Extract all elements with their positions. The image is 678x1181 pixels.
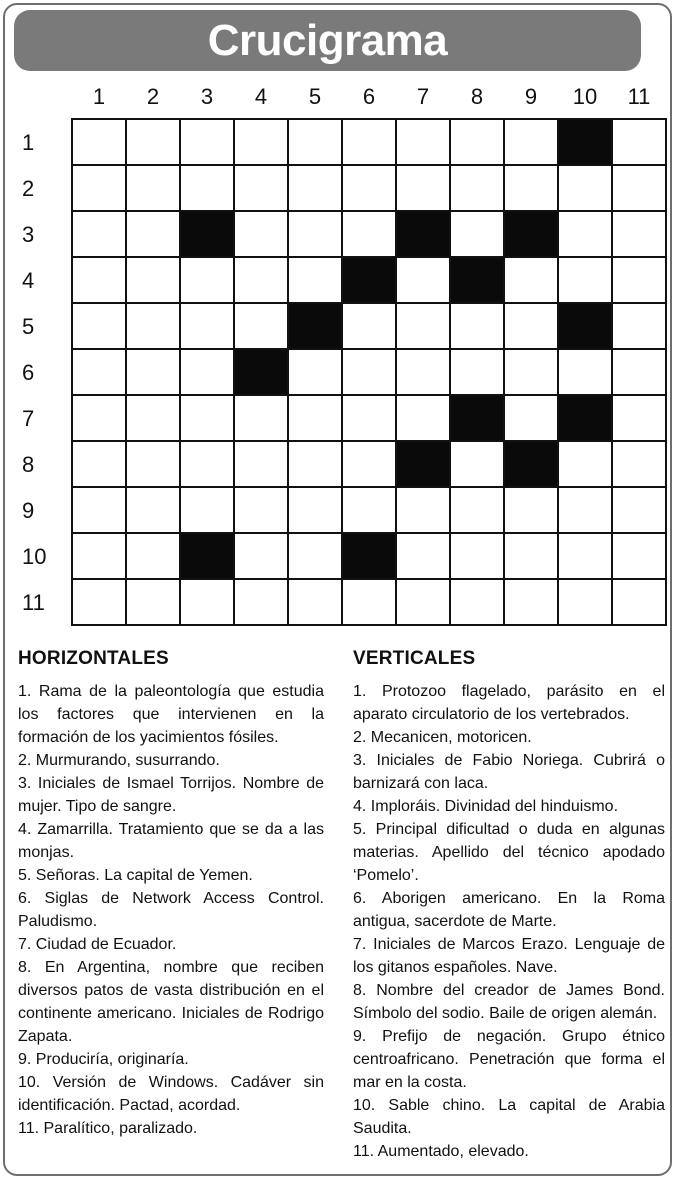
answer-cell[interactable]: [235, 120, 289, 166]
black-cell: [289, 304, 343, 350]
vertical-clues: [353, 648, 665, 1163]
clue: 11. Paralítico, paralizado.: [18, 1120, 198, 1137]
clue: 5. Señoras. La capital de Yemen.: [18, 867, 253, 884]
answer-cell[interactable]: [343, 488, 397, 534]
answer-cell[interactable]: [289, 580, 343, 626]
answer-cell[interactable]: [127, 350, 181, 396]
clue: 1. Protozoo flagelado, parásito en el aparato circulatorio de los vertebrados.: [353, 683, 665, 723]
answer-cell[interactable]: [127, 580, 181, 626]
answer-cell[interactable]: [397, 350, 451, 396]
crossword-grid: [71, 118, 667, 626]
answer-cell[interactable]: [559, 580, 613, 626]
black-cell: [181, 212, 235, 258]
horizontal-clues: [18, 648, 324, 1140]
black-cell: [181, 534, 235, 580]
horizontal-heading: HORIZONTALES: [18, 648, 169, 669]
answer-cell[interactable]: [289, 534, 343, 580]
answer-cell[interactable]: [613, 166, 667, 212]
row-number: 6: [22, 360, 35, 385]
answer-cell[interactable]: [613, 350, 667, 396]
column-number: 4: [254, 84, 268, 109]
answer-cell[interactable]: [505, 120, 559, 166]
answer-cell[interactable]: [289, 212, 343, 258]
answer-cell[interactable]: [73, 166, 127, 212]
row-number: 4: [22, 268, 35, 293]
black-cell: [559, 304, 613, 350]
answer-cell[interactable]: [559, 258, 613, 304]
answer-cell[interactable]: [289, 396, 343, 442]
answer-cell[interactable]: [343, 304, 397, 350]
answer-cell[interactable]: [613, 534, 667, 580]
answer-cell[interactable]: [559, 488, 613, 534]
answer-cell[interactable]: [505, 258, 559, 304]
answer-cell[interactable]: [343, 350, 397, 396]
answer-cell[interactable]: [73, 304, 127, 350]
answer-cell[interactable]: [181, 120, 235, 166]
answer-cell[interactable]: [181, 396, 235, 442]
answer-cell[interactable]: [451, 212, 505, 258]
answer-cell[interactable]: [127, 166, 181, 212]
column-number: 1: [92, 84, 106, 109]
clue: 11. Aumentado, elevado.: [353, 1143, 529, 1160]
title-banner: [14, 10, 641, 71]
black-cell: [559, 120, 613, 166]
answer-cell[interactable]: [289, 258, 343, 304]
row-number: 9: [22, 498, 35, 523]
clue: 7. Ciudad de Ecuador.: [18, 936, 177, 953]
answer-cell[interactable]: [451, 442, 505, 488]
answer-cell[interactable]: [559, 442, 613, 488]
answer-cell[interactable]: [73, 488, 127, 534]
clue: 9. Prefijo de negación. Grupo étnico centroafricano. Penetración que forma el mar en la costa.: [353, 1028, 665, 1091]
black-cell: [397, 442, 451, 488]
column-number: 8: [470, 84, 484, 109]
answer-cell[interactable]: [127, 120, 181, 166]
answer-cell[interactable]: [451, 488, 505, 534]
answer-cell[interactable]: [397, 396, 451, 442]
answer-cell[interactable]: [235, 212, 289, 258]
clue: 10. Versión de Windows. Cadáver sin identificación. Pactad, acordad.: [18, 1074, 324, 1114]
clue: 6. Aborigen americano. En la Roma antigua, sacerdote de Marte.: [353, 890, 665, 930]
column-number: 10: [572, 84, 598, 109]
black-cell: [343, 534, 397, 580]
answer-cell[interactable]: [127, 534, 181, 580]
answer-cell[interactable]: [505, 166, 559, 212]
column-number: 3: [200, 84, 214, 109]
answer-cell[interactable]: [127, 304, 181, 350]
answer-cell[interactable]: [289, 350, 343, 396]
answer-cell[interactable]: [235, 258, 289, 304]
answer-cell[interactable]: [559, 212, 613, 258]
clue: 8. Nombre del creador de James Bond. Símbolo del sodio. Baile de origen alemán.: [353, 982, 665, 1022]
horizontal-clue-list: [18, 680, 324, 1140]
clue: 2. Murmurando, susurrando.: [18, 752, 220, 769]
black-cell: [559, 396, 613, 442]
answer-cell[interactable]: [397, 534, 451, 580]
answer-cell[interactable]: [559, 534, 613, 580]
answer-cell[interactable]: [613, 212, 667, 258]
black-cell: [451, 396, 505, 442]
answer-cell[interactable]: [613, 120, 667, 166]
answer-cell[interactable]: [235, 166, 289, 212]
answer-cell[interactable]: [397, 166, 451, 212]
clue: 10. Sable chino. La capital de Arabia Saudita.: [353, 1097, 665, 1137]
answer-cell[interactable]: [235, 304, 289, 350]
answer-cell[interactable]: [343, 166, 397, 212]
column-number: 5: [308, 84, 322, 109]
answer-cell[interactable]: [289, 442, 343, 488]
row-number: 5: [22, 314, 35, 339]
vertical-heading: VERTICALES: [353, 648, 476, 669]
answer-cell[interactable]: [73, 212, 127, 258]
answer-cell[interactable]: [505, 580, 559, 626]
column-number: 11: [627, 84, 651, 109]
black-cell: [343, 258, 397, 304]
answer-cell[interactable]: [73, 120, 127, 166]
answer-cell[interactable]: [613, 304, 667, 350]
answer-cell[interactable]: [127, 442, 181, 488]
answer-cell[interactable]: [181, 258, 235, 304]
answer-cell[interactable]: [127, 212, 181, 258]
answer-cell[interactable]: [397, 304, 451, 350]
column-number: 2: [146, 84, 160, 109]
row-number: 11: [22, 590, 45, 615]
answer-cell[interactable]: [505, 488, 559, 534]
answer-cell[interactable]: [181, 304, 235, 350]
column-number: 9: [524, 84, 538, 109]
vertical-clue-list: [353, 680, 665, 1163]
answer-cell[interactable]: [613, 396, 667, 442]
answer-cell[interactable]: [451, 350, 505, 396]
answer-cell[interactable]: [559, 166, 613, 212]
answer-cell[interactable]: [289, 120, 343, 166]
answer-cell[interactable]: [235, 442, 289, 488]
black-cell: [505, 212, 559, 258]
answer-cell[interactable]: [559, 350, 613, 396]
clue: 8. En Argentina, nombre que reciben diversos patos de vasta distribución en el continente americano. Iniciales de Rodrigo Zapata.: [18, 959, 324, 1045]
answer-cell[interactable]: [181, 166, 235, 212]
answer-cell[interactable]: [397, 258, 451, 304]
answer-cell[interactable]: [505, 304, 559, 350]
answer-cell[interactable]: [397, 120, 451, 166]
answer-cell[interactable]: [451, 534, 505, 580]
row-number: 7: [22, 406, 35, 431]
answer-cell[interactable]: [181, 488, 235, 534]
answer-cell[interactable]: [73, 350, 127, 396]
column-number: 6: [362, 84, 376, 109]
answer-cell[interactable]: [127, 396, 181, 442]
black-cell: [397, 212, 451, 258]
answer-cell[interactable]: [451, 580, 505, 626]
answer-cell[interactable]: [127, 258, 181, 304]
page-title: Crucigrama: [207, 15, 448, 65]
answer-cell[interactable]: [505, 534, 559, 580]
answer-cell[interactable]: [397, 580, 451, 626]
clue: 5. Principal dificultad o duda en algunas materias. Apellido del técnico apodado ‘Pomelo’.: [353, 821, 665, 884]
column-number: 7: [416, 84, 430, 109]
answer-cell[interactable]: [343, 396, 397, 442]
answer-cell[interactable]: [235, 488, 289, 534]
answer-cell[interactable]: [343, 442, 397, 488]
clue: 7. Iniciales de Marcos Erazo. Lenguaje de los gitanos españoles. Nave.: [353, 936, 665, 976]
answer-cell[interactable]: [505, 350, 559, 396]
black-cell: [505, 442, 559, 488]
clue: 6. Siglas de Network Access Control. Paludismo.: [18, 890, 324, 930]
black-cell: [235, 350, 289, 396]
row-number: 8: [22, 452, 35, 477]
answer-cell[interactable]: [451, 120, 505, 166]
answer-cell[interactable]: [343, 212, 397, 258]
answer-cell[interactable]: [73, 580, 127, 626]
row-number: 3: [22, 222, 35, 247]
answer-cell[interactable]: [73, 534, 127, 580]
answer-cell[interactable]: [127, 488, 181, 534]
answer-cell[interactable]: [343, 580, 397, 626]
clue: 9. Produciría, originaría.: [18, 1051, 189, 1068]
clue: 3. Iniciales de Fabio Noriega. Cubrirá o barnizará con laca.: [353, 752, 665, 792]
row-number: 2: [22, 176, 35, 201]
answer-cell[interactable]: [613, 488, 667, 534]
row-number: 10: [22, 544, 47, 569]
answer-cell[interactable]: [235, 580, 289, 626]
answer-cell[interactable]: [613, 258, 667, 304]
row-number: 1: [22, 130, 35, 155]
clue: 4. Zamarrilla. Tratamiento que se da a las monjas.: [18, 821, 324, 861]
answer-cell[interactable]: [451, 304, 505, 350]
clue: 4. Imploráis. Divinidad del hinduismo.: [353, 798, 619, 815]
answer-cell[interactable]: [343, 120, 397, 166]
clue: 1. Rama de la paleontología que estudia los factores que intervienen en la formación de los yacimientos fósiles.: [18, 683, 324, 746]
answer-cell[interactable]: [289, 488, 343, 534]
answer-cell[interactable]: [73, 258, 127, 304]
answer-cell[interactable]: [397, 488, 451, 534]
answer-cell[interactable]: [181, 350, 235, 396]
answer-cell[interactable]: [613, 580, 667, 626]
answer-cell[interactable]: [181, 580, 235, 626]
answer-cell[interactable]: [613, 442, 667, 488]
answer-cell[interactable]: [235, 396, 289, 442]
answer-cell[interactable]: [505, 396, 559, 442]
answer-cell[interactable]: [73, 442, 127, 488]
answer-cell[interactable]: [73, 396, 127, 442]
black-cell: [451, 258, 505, 304]
clue: 2. Mecanicen, motoricen.: [353, 729, 532, 746]
answer-cell[interactable]: [181, 442, 235, 488]
answer-cell[interactable]: [235, 534, 289, 580]
answer-cell[interactable]: [289, 166, 343, 212]
answer-cell[interactable]: [451, 166, 505, 212]
clue: 3. Iniciales de Ismael Torrijos. Nombre de mujer. Tipo de sangre.: [18, 775, 324, 815]
